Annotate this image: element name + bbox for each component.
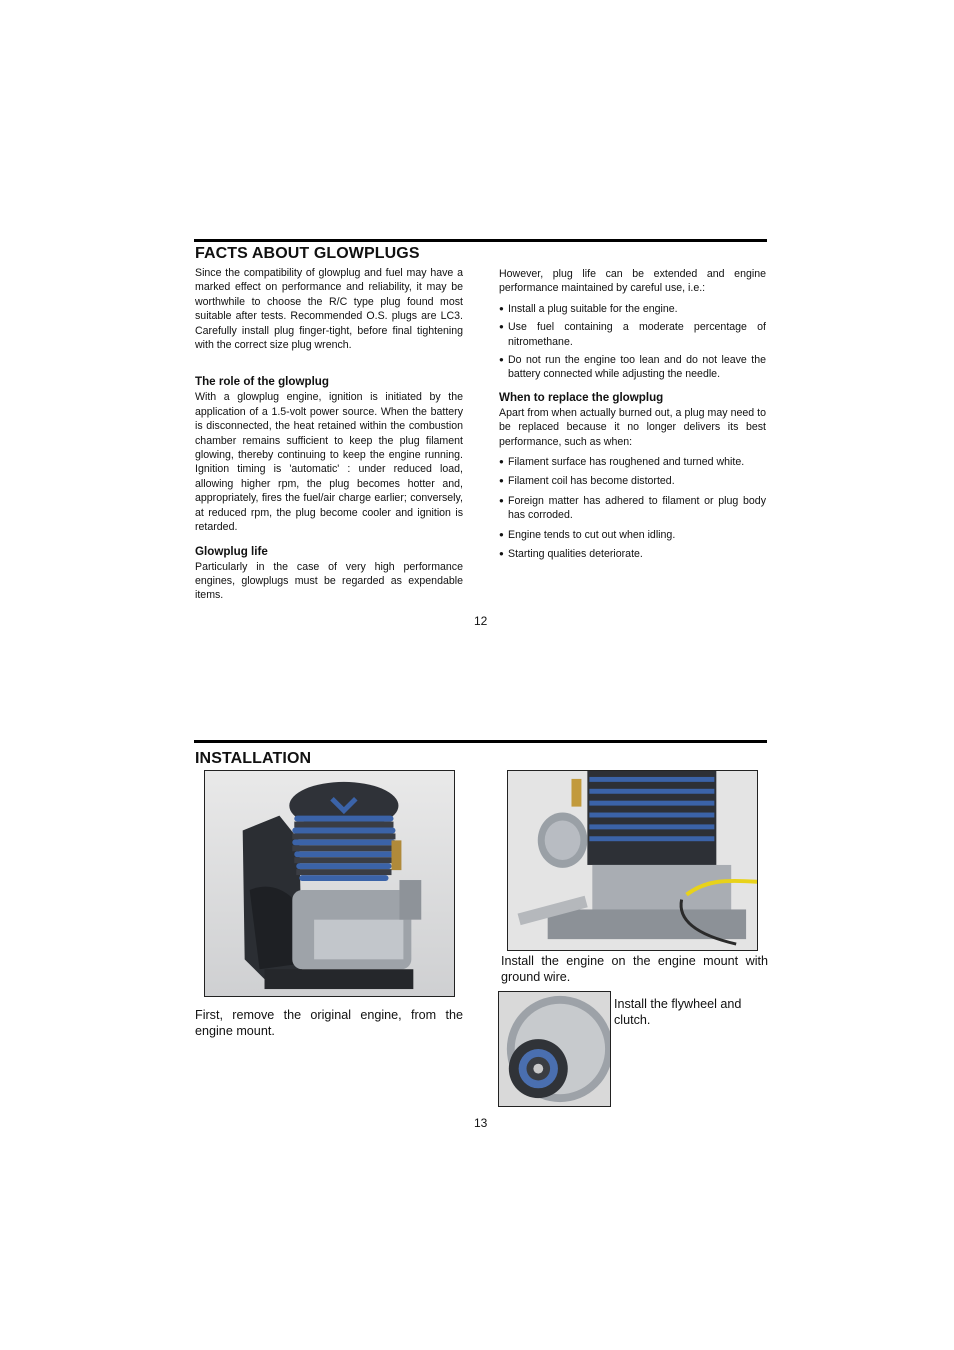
however-paragraph: However, plug life can be extended and engine performance maintained by careful use, i.e.:	[499, 268, 766, 295]
caption: Install the engine on the engine mount with ground wire.	[501, 954, 768, 984]
heading-rule	[194, 239, 767, 242]
list-item: ● Starting qualities deteriorate.	[499, 547, 766, 561]
list-item: ● Engine tends to cut out when idling.	[499, 528, 766, 542]
page-title: FACTS ABOUT GLOWPLUGS	[195, 245, 420, 262]
section-heading: Glowplug life	[195, 544, 268, 558]
page-number: 12	[474, 614, 488, 628]
flywheel-photo	[498, 991, 611, 1107]
section-heading: The role of the glowplug	[195, 375, 329, 389]
caption: First, remove the original engine, from the engine mount.	[195, 1008, 463, 1038]
list-item: ● Foreign matter has adhered to filament or plug body has corroded.	[499, 494, 766, 523]
life-paragraph: Particularly in the case of very high performance engines, glowplugs must be regarded as expendable items.	[195, 560, 463, 602]
engine-photo	[204, 770, 455, 997]
page-number: 13	[474, 1116, 488, 1130]
right-column	[499, 267, 766, 562]
caption: Install the flywheel and clutch.	[614, 997, 742, 1027]
left-column	[195, 266, 463, 603]
page-title: INSTALLATION	[195, 750, 312, 767]
list-item: ● Filament coil has become distorted.	[499, 474, 766, 488]
list-item: ● Use fuel containing a moderate percentage of nitromethane.	[499, 320, 766, 349]
intro-paragraph: Since the compatibility of glowplug and fuel may have a marked effect on performance and reliability, it may be worthwhile to choose the R/C type plug found most suitable after tests. Recommended O.S. plugs are LC3. Carefully install plug finger-tight, before final tightening with the correct size plug wrench.	[195, 267, 463, 352]
heading-rule	[194, 740, 767, 743]
replace-paragraph: Apart from when actually burned out, a plug may need to be replaced because it no longer delivers its best performance, such as when:	[499, 406, 766, 448]
list-item: ● Install a plug suitable for the engine.	[499, 302, 766, 316]
section-heading: When to replace the glowplug	[499, 390, 664, 404]
engine-mount-photo	[507, 770, 758, 951]
role-paragraph: With a glowplug engine, ignition is initiated by the application of a 1.5-volt power source. When the battery is disconnected, the heat retained within the combustion chamber remains sufficient to keep the plug filament glowing, thereby continuing to keep the engine running. Ignition timing is 'automatic' : under reduced load, allowing higher rpm, the plug becomes hotter and, appropriately, fires the fuel/air charge earlier; conversely, at reduced rpm, the plug become cooler and ignition is retarded.	[195, 391, 463, 534]
list-item: ● Do not run the engine too lean and do not leave the battery connected while adjusting the needle.	[499, 353, 766, 382]
list-item: ● Filament surface has roughened and turned white.	[499, 455, 766, 469]
